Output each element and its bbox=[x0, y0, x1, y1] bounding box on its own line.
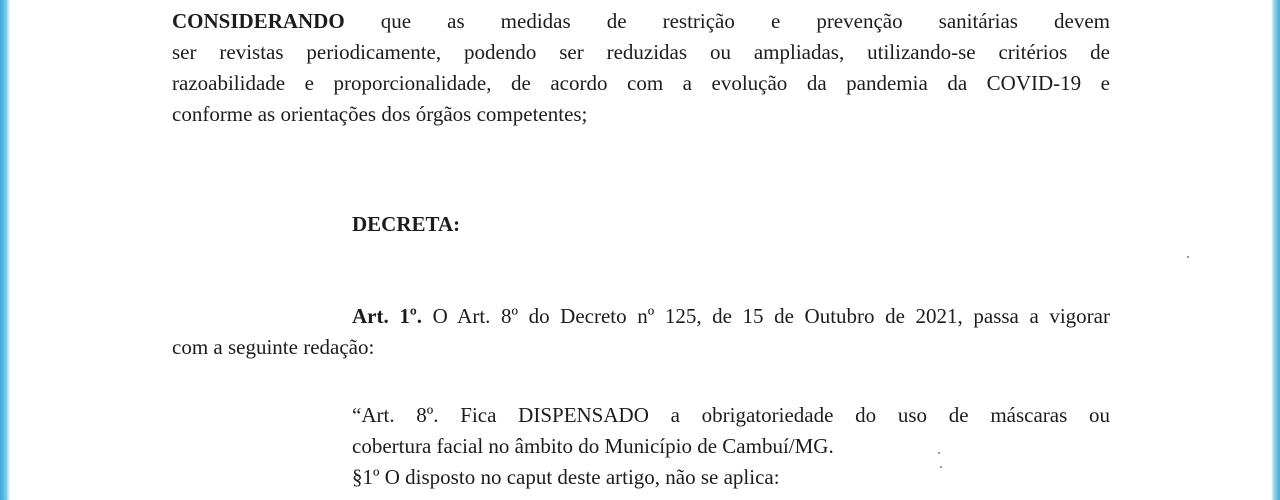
scan-speck bbox=[1187, 256, 1189, 258]
art1-lead: Art. 1º. bbox=[352, 304, 422, 328]
art8-quote-block bbox=[352, 400, 1110, 493]
art8-quote-line-1-pre: “Art. 8º. Fica bbox=[352, 403, 519, 427]
art1-line-1 bbox=[172, 301, 1110, 332]
art1-line-2: com a seguinte redação: bbox=[172, 335, 375, 359]
art8-quote-line-2: cobertura facial no âmbito do Município de Cambuí/MG. bbox=[352, 434, 834, 458]
considerando-line-3: razoabilidade e proporcionalidade, de acordo com a evolução da pandemia da COVID-19 e bbox=[172, 71, 1110, 95]
considerando-lead: CONSIDERANDO bbox=[172, 9, 345, 33]
scan-speck bbox=[940, 466, 942, 468]
scan-speck bbox=[938, 452, 940, 454]
considerando-paragraph bbox=[172, 6, 1110, 130]
art8-quote-line-1 bbox=[352, 400, 1110, 431]
art8-quote-line-1-rest: a obrigatoriedade do uso de máscaras ou bbox=[648, 403, 1110, 427]
decreta-text: DECRETA: bbox=[352, 212, 461, 236]
art1-paragraph bbox=[172, 301, 1110, 363]
considerando-line-1 bbox=[172, 6, 1110, 37]
considerando-line-4: conforme as orientações dos órgãos competentes; bbox=[172, 102, 588, 126]
decreta-heading bbox=[352, 209, 460, 240]
considerando-line-1-text: que as medidas de restrição e prevenção sanitárias devem bbox=[344, 9, 1110, 33]
art1-line-1-text: O Art. 8º do Decreto nº 125, de 15 de Outubro de 2021, passa a vigorar bbox=[422, 304, 1110, 328]
art8-quote-dispensado: DISPENSADO bbox=[518, 403, 649, 427]
art8-quote-line-3: §1º O disposto no caput deste artigo, não se aplica: bbox=[352, 465, 780, 489]
considerando-line-2: ser revistas periodicamente, podendo ser reduzidas ou ampliadas, utilizando-se critérios de bbox=[172, 40, 1110, 64]
